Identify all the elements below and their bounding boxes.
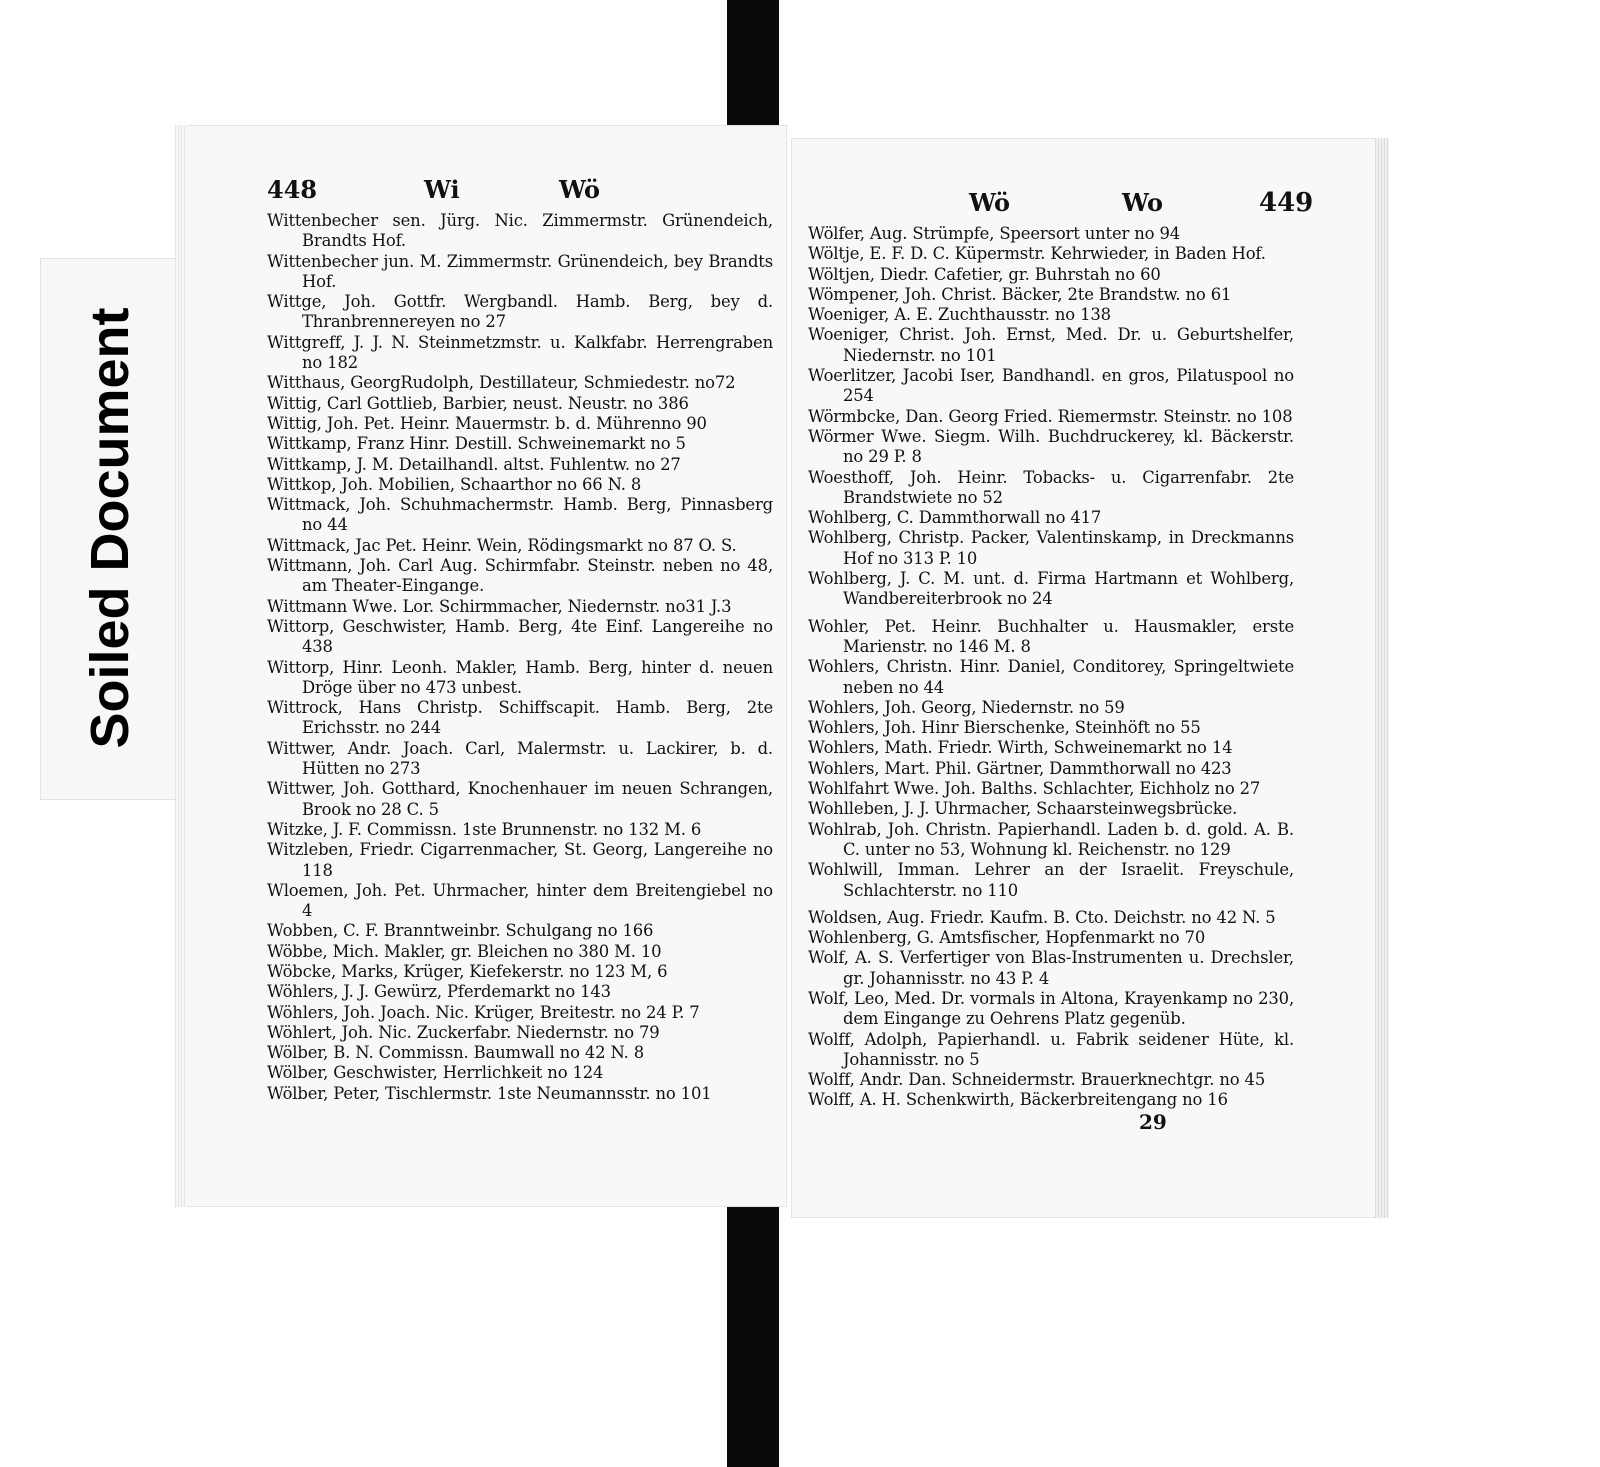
directory-entry: Wölber, Geschwister, Herrlichkeit no 124 (267, 1063, 604, 1083)
directory-entry: Wohlers, Math. Friedr. Wirth, Schweinemarkt no 14 (808, 738, 1233, 758)
directory-entries-right (808, 224, 1294, 1111)
directory-entry: Wohlenberg, G. Amtsfischer, Hopfenmarkt no 70 (808, 928, 1206, 948)
directory-entry: Wittmack, Jac Pet. Heinr. Wein, Rödingsmarkt no 87 O. S. (267, 535, 737, 555)
directory-entry: Wohlberg, C. Dammthorwall no 417 (808, 508, 1102, 528)
header-letters-right: Wö (559, 175, 601, 204)
right-page-header (806, 188, 1314, 222)
directory-entry: Witzke, J. F. Commissn. 1ste Brunnenstr. no 132 M. 6 (267, 819, 702, 839)
directory-entry: Wölber, Peter, Tischlermstr. 1ste Neumannsstr. no 101 (267, 1083, 712, 1103)
directory-entry: Wittorp, Geschwister, Hamb. Berg, 4te Einf. Langereihe no 438 (267, 616, 773, 657)
directory-entry: Wittkop, Joh. Mobilien, Schaarthor no 66 N. 8 (267, 474, 642, 494)
directory-entry: Wittwer, Andr. Joach. Carl, Malermstr. u. Lackirer, b. d. Hütten no 273 (267, 738, 773, 779)
directory-entry: Wöltje, E. F. D. C. Küpermstr. Kehrwieder, in Baden Hof. (808, 244, 1266, 264)
header-letters-left: Wö (969, 188, 1011, 217)
directory-entry: Wolff, A. H. Schenkwirth, Bäckerbreitengang no 16 (808, 1090, 1228, 1110)
directory-entry: Wöbbe, Mich. Makler, gr. Bleichen no 380 M. 10 (267, 941, 662, 961)
signature-mark: 29 (1139, 1110, 1167, 1134)
directory-entry: Wolff, Andr. Dan. Schneidermstr. Brauerknechtgr. no 45 (808, 1070, 1266, 1090)
directory-entry: Wittmann Wwe. Lor. Schirmmacher, Niedernstr. no31 J.3 (267, 596, 732, 616)
right-page (791, 138, 1389, 1218)
directory-entry: Witthaus, GeorgRudolph, Destillateur, Schmiedestr. no72 (267, 373, 736, 393)
directory-entry: Wittig, Carl Gottlieb, Barbier, neust. Neustr. no 386 (267, 393, 689, 413)
directory-entry: Wittenbecher jun. M. Zimmermstr. Grünendeich, bey Brandts Hof. (267, 251, 773, 291)
directory-entry: Wittenbecher sen. Jürg. Nic. Zimmermstr. Grünendeich, Brandts Hof. (267, 211, 773, 251)
directory-entry: Wohlfahrt Wwe. Joh. Balths. Schlachter, Eichholz no 27 (808, 779, 1261, 799)
directory-entries-left (267, 211, 773, 1104)
page-number: 448 (267, 175, 318, 204)
directory-entry: Wittkamp, Franz Hinr. Destill. Schweinemarkt no 5 (267, 434, 686, 454)
directory-entry: Wittig, Joh. Pet. Heinr. Mauermstr. b. d. Mührenno 90 (267, 413, 707, 433)
directory-entry: Wittmack, Joh. Schuhmachermstr. Hamb. Berg, Pinnasberg no 44 (267, 495, 773, 535)
directory-entry: Woesthoff, Joh. Heinr. Tobacks- u. Cigarrenfabr. 2te Brandstwiete no 52 (808, 467, 1294, 507)
directory-entry: Wobben, C. F. Branntweinbr. Schulgang no 166 (267, 921, 654, 941)
header-letters-right: Wo (1122, 188, 1164, 217)
directory-entry: Wölber, B. N. Commissn. Baumwall no 42 N. 8 (267, 1043, 645, 1063)
directory-entry: Wöhlers, Joh. Joach. Nic. Krüger, Breitestr. no 24 P. 7 (267, 1002, 700, 1022)
directory-entry: Wittge, Joh. Gottfr. Wergbandl. Hamb. Berg, bey d. Thranbrennereyen no 27 (267, 292, 773, 332)
directory-entry: Wolff, Adolph, Papierhandl. u. Fabrik seidener Hüte, kl. Johannisstr. no 5 (808, 1029, 1294, 1069)
left-page (175, 125, 787, 1207)
directory-entry: Wittmann, Joh. Carl Aug. Schirmfabr. Steinstr. neben no 48, am Theater-Eingange. (267, 556, 773, 596)
directory-entry: Wohlrab, Joh. Christn. Papierhandl. Laden b. d. gold. A. B. C. unter no 53, Wohnung kl. Reichenstr. no 129 (808, 819, 1294, 859)
directory-entry: Wömpener, Joh. Christ. Bäcker, 2te Brandstw. no 61 (808, 284, 1232, 304)
header-letters-left: Wi (424, 175, 460, 204)
directory-entry: Wörmer Wwe. Siegm. Wilh. Buchdruckerey, kl. Bäckerstr. no 29 P. 8 (808, 426, 1294, 467)
soiled-document-text: Soiled Document (80, 307, 140, 749)
directory-entry: Wohlberg, Christp. Packer, Valentinskamp, in Dreckmanns Hof no 313 P. 10 (808, 528, 1294, 568)
directory-entry: Woeniger, Christ. Joh. Ernst, Med. Dr. u. Geburtshelfer, Niedernstr. no 101 (808, 325, 1294, 365)
directory-entry: Witzleben, Friedr. Cigarrenmacher, St. Georg, Langereihe no 118 (267, 840, 773, 880)
page-number: 449 (1259, 188, 1314, 218)
directory-entry: Wörmbcke, Dan. Georg Fried. Riemermstr. Steinstr. no 108 (808, 406, 1293, 426)
directory-entry: Wohlers, Joh. Georg, Niedernstr. no 59 (808, 697, 1125, 717)
directory-entry: Woeniger, A. E. Zuchthausstr. no 138 (808, 305, 1111, 325)
directory-entry: Wohler, Pet. Heinr. Buchhalter u. Hausmakler, erste Marienstr. no 146 M. 8 (808, 616, 1294, 656)
directory-entry: Wohlers, Mart. Phil. Gärtner, Dammthorwall no 423 (808, 758, 1232, 778)
directory-entry: Woldsen, Aug. Friedr. Kaufm. B. Cto. Deichstr. no 42 N. 5 (808, 907, 1276, 927)
directory-entry: Woerlitzer, Jacobi Iser, Bandhandl. en gros, Pilatuspool no 254 (808, 366, 1294, 406)
directory-entry: Wolf, Leo, Med. Dr. vormals in Altona, Krayenkamp no 230, dem Eingange zu Oehrens Platz gegenüb. (808, 988, 1294, 1029)
left-page-header (267, 175, 767, 209)
directory-entry: Wittwer, Joh. Gotthard, Knochenhauer im neuen Schrangen, Brook no 28 C. 5 (267, 779, 773, 819)
directory-entry: Wölfer, Aug. Strümpfe, Speersort unter no 94 (808, 224, 1180, 243)
directory-entry: Wittrock, Hans Christp. Schiffscapit. Hamb. Berg, 2te Erichsstr. no 244 (267, 698, 773, 738)
directory-entry: Wohlers, Joh. Hinr Bierschenke, Steinhöft no 55 (808, 718, 1201, 738)
directory-entry: Wolf, A. S. Verfertiger von Blas-Instrumenten u. Drechsler, gr. Johannisstr. no 43 P. 4 (808, 948, 1294, 988)
directory-entry: Wöbcke, Marks, Krüger, Kiefekerstr. no 123 M, 6 (267, 961, 668, 981)
directory-entry: Wittgreff, J. J. N. Steinmetzmstr. u. Kalkfabr. Herrengraben no 182 (267, 332, 773, 373)
directory-entry: Wohlwill, Imman. Lehrer an der Israelit. Freyschule, Schlachterstr. no 110 (808, 860, 1294, 900)
directory-entry: Wittorp, Hinr. Leonh. Makler, Hamb. Berg, hinter d. neuen Dröge über no 473 unbest. (267, 657, 773, 697)
directory-entry: Wöltjen, Diedr. Cafetier, gr. Buhrstah no 60 (808, 264, 1161, 284)
directory-entry: Wloemen, Joh. Pet. Uhrmacher, hinter dem Breitengiebel no 4 (267, 880, 773, 921)
directory-entry: Wittkamp, J. M. Detailhandl. altst. Fuhlentw. no 27 (267, 454, 681, 474)
directory-entry: Wohlleben, J. J. Uhrmacher, Schaarsteinwegsbrücke. (808, 799, 1238, 819)
directory-entry: Wohlberg, J. C. M. unt. d. Firma Hartmann et Wohlberg, Wandbereiterbrook no 24 (808, 569, 1294, 609)
directory-entry: Wöhlert, Joh. Nic. Zuckerfabr. Niedernstr. no 79 (267, 1022, 660, 1042)
directory-entry: Wöhlers, J. J. Gewürz, Pferdemarkt no 143 (267, 982, 611, 1002)
directory-entry: Wohlers, Christn. Hinr. Daniel, Conditorey, Springeltwiete neben no 44 (808, 657, 1294, 697)
